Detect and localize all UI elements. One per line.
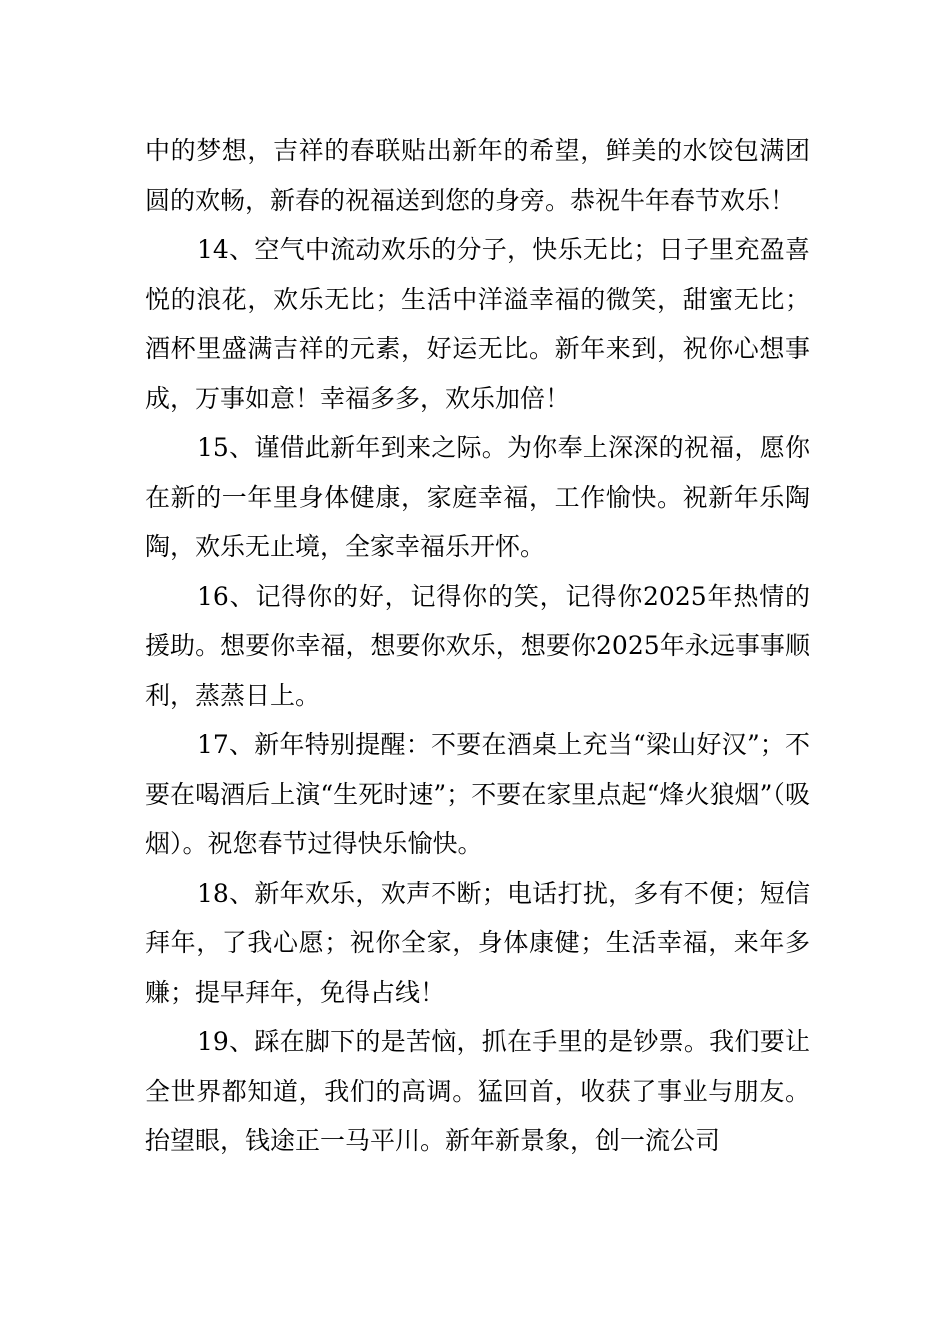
paragraph-18: 18、新年欢乐，欢声不断；电话打扰，多有不便；短信拜年，了我心愿；祝你全家，身体康健；生活幸福，来年多赚；提早拜年，免得占线！ [145,878,810,1007]
paragraph-19: 19、踩在脚下的是苦恼，抓在手里的是钞票。我们要让全世界都知道，我们的高调。猛回首，收获了事业与朋友。抬望眼，钱途正一马平川。新年新景象，创一流公司 [145,1027,810,1155]
document-body [145,126,810,1166]
paragraph-17: 17、新年特别提醒：不要在酒桌上充当“梁山好汉”；不要在喝酒后上演“生死时速”；不要在家里点起“烽火狼烟”（吸烟）。祝您春节过得快乐愉快。 [145,730,810,858]
paragraph-15: 15、谨借此新年到来之际。为你奉上深深的祝福，愿你在新的一年里身体健康，家庭幸福，工作愉快。祝新年乐陶陶，欢乐无止境，全家幸福乐开怀。 [145,433,810,561]
paragraph-14: 14、空气中流动欢乐的分子，快乐无比；日子里充盈喜悦的浪花，欢乐无比；生活中洋溢幸福的微笑，甜蜜无比；酒杯里盛满吉祥的元素，好运无比。新年来到，祝你心想事成，万事如意！幸福多多，欢乐加倍！ [145,235,810,413]
paragraph-continuation: 中的梦想，吉祥的春联贴出新年的希望，鲜美的水饺包满团圆的欢畅，新春的祝福送到您的身旁。恭祝牛年春节欢乐！ [145,136,810,215]
paragraph-16: 16、记得你的好，记得你的笑，记得你2025年热情的援助。想要你幸福，想要你欢乐，想要你2025年永远事事顺利，蒸蒸日上。 [145,581,810,710]
